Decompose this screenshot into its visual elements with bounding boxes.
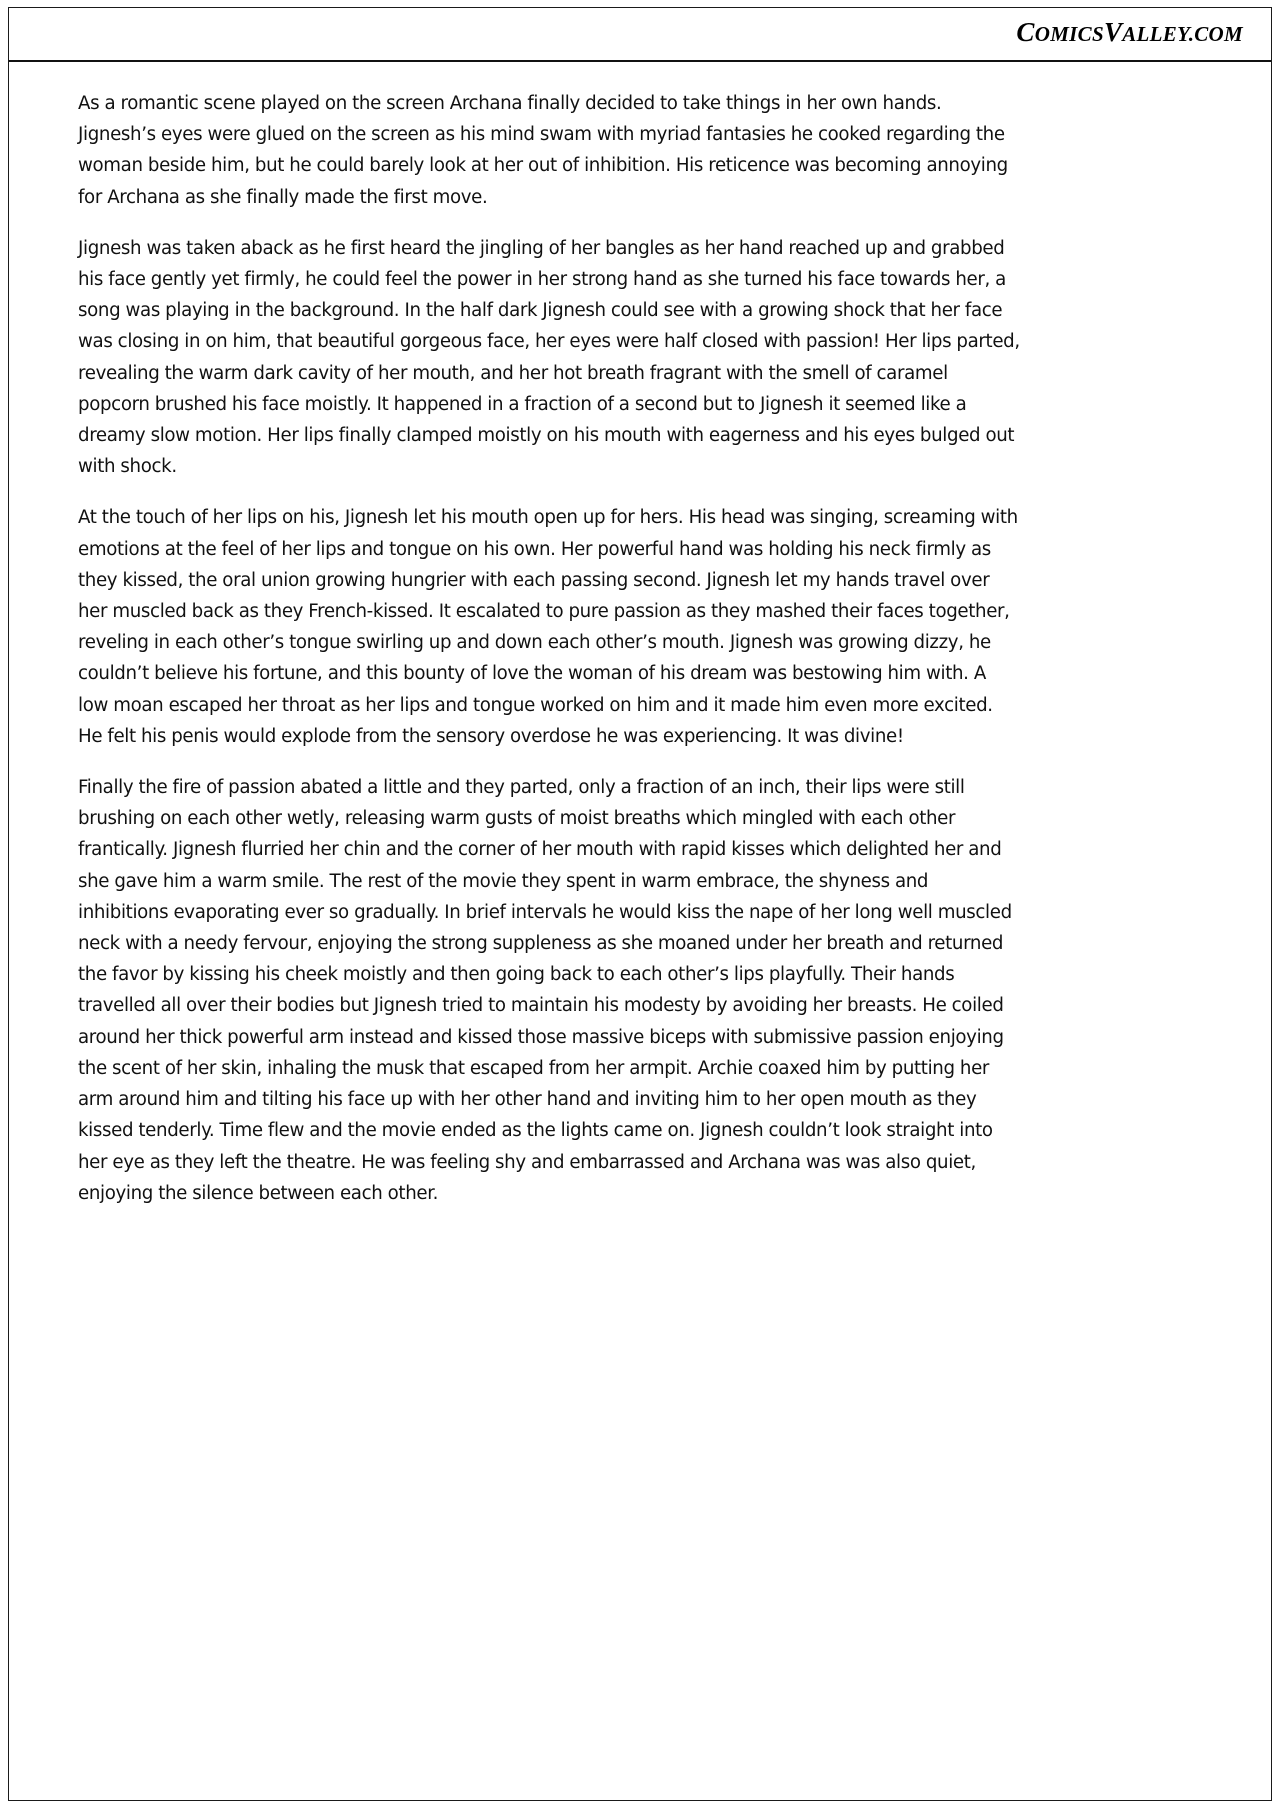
- logo-text-omics: OMICS: [1034, 22, 1104, 46]
- site-logo: [1016, 15, 1243, 51]
- paragraph: At the touch of her lips on his, Jignesh let his mouth open up for hers. His head was singing, screaming with emotions at the feel of her lips and tongue on his own. Her powerful hand was holding his neck firmly as they kissed, the oral union growing hungrier with each passing second. Jignesh let my hands travel over her muscled back as they French-kissed. It escalated to pure passion as they mashed their faces together, reveling in each other’s tongue swirling up and down each other’s mouth. Jignesh was growing dizzy, he couldn’t believe his fortune, and this bounty of love the woman of his dream was bestowing him with. A low moan escaped her throat as her lips and tongue worked on him and it made him even more excited. He felt his penis would explode from the sensory overdose he was experiencing. It was divine!: [78, 507, 1018, 747]
- logo-letter-c: C: [1016, 17, 1035, 47]
- paragraph: Jignesh was taken aback as he first heard the jingling of her bangles as her hand reached up and grabbed his face gently yet firmly, he could feel the power in her strong hand as she turned his face towards her, a song was playing in the background. In the half dark Jignesh could see with a growing shock that her face was closing in on him, that beautiful gorgeous face, her eyes were half closed with passion! Her lips parted, revealing the warm dark cavity of her mouth, and her hot breath fragrant with the smell of caramel popcorn brushed his face moistly. It happened in a fraction of a second but to Jignesh it seemed like a dreamy slow motion. Her lips finally clamped moistly on his mouth with eagerness and his eyes bulged out with shock.: [78, 237, 1020, 478]
- logo-text-dotcom: .COM: [1188, 22, 1243, 46]
- paragraph: As a romantic scene played on the screen Archana finally decided to take things in her own hands. Jignesh’s eyes were glued on the screen as his mind swam with myriad fantasies he cooked regarding the woman beside him, but he could barely look at her out of inhibition. His reticence was becoming annoying for Archana as she finally made the first move.: [78, 93, 1008, 208]
- page-header: [9, 8, 1271, 62]
- article-body: [78, 88, 1020, 1209]
- logo-text-alley: ALLEY: [1122, 22, 1189, 46]
- paragraph: Finally the fire of passion abated a little and they parted, only a fraction of an inch, their lips were still brushing on each other wetly, releasing warm gusts of moist breaths which mingled with each other frantically. Jignesh flurried her chin and the corner of her mouth with rapid kisses which delighted her and she gave him a warm smile. The rest of the movie they spent in warm embrace, the shyness and inhibitions evaporating ever so gradually. In brief intervals he would kiss the nape of her long well muscled neck with a needy fervour, enjoying the strong suppleness as she moaned under her breath and returned the favor by kissing his cheek moistly and then going back to each other’s lips playfully. Their hands travelled all over their bodies but Jignesh tried to maintain his modesty by avoiding her breasts. He coiled around her thick powerful arm instead and kissed those massive biceps with submissive passion enjoying the scent of her skin, inhaling the musk that escaped from her armpit. Archie coaxed him by putting her arm around him and tilting his face up with her other hand and inviting him to her open mouth as they kissed tenderly. Time flew and the movie ended as the lights came on. Jignesh couldn’t look straight into her eye as they left the theatre. He was feeling shy and embarrassed and Archana was was also quiet, enjoying the silence between each other.: [78, 777, 1012, 1204]
- logo-letter-v: V: [1103, 17, 1123, 47]
